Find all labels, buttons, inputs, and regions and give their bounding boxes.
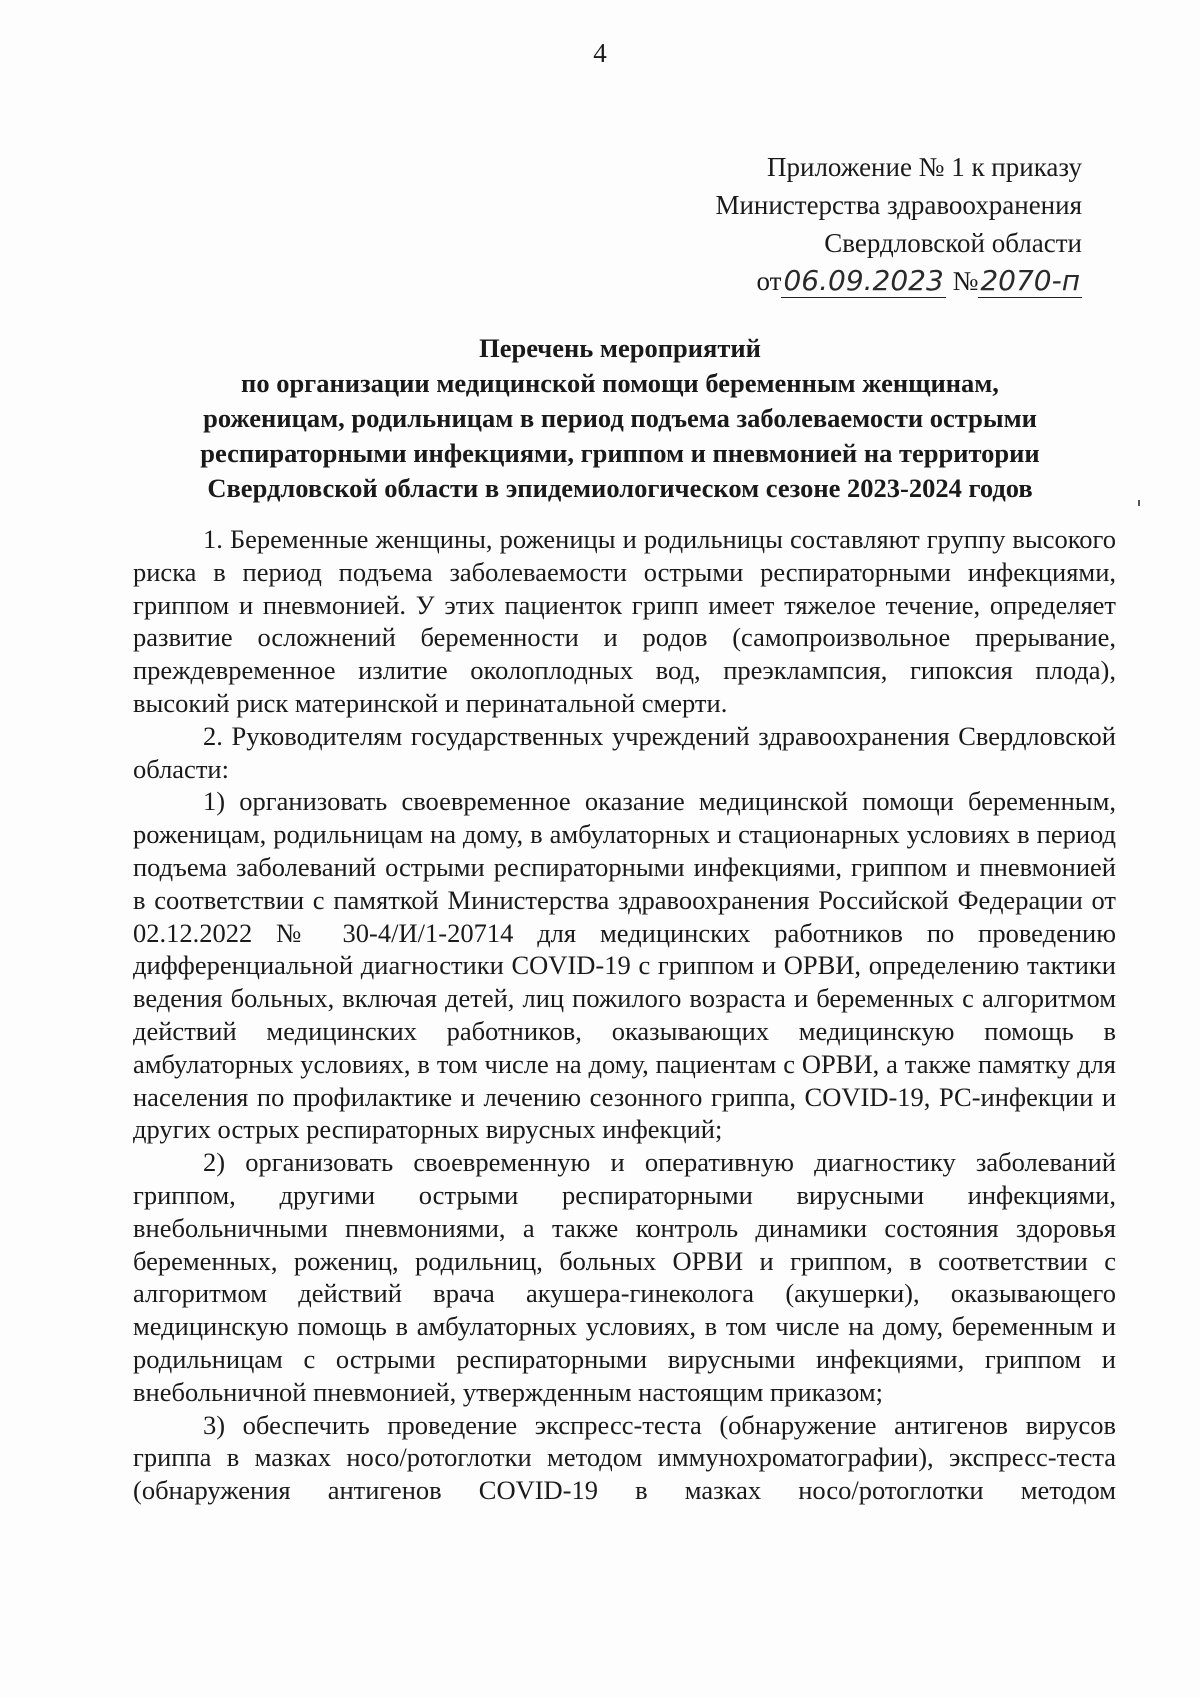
title-line-1: Перечень мероприятий — [479, 333, 761, 363]
paragraph-3: 1) организовать своевременное оказание медицинской помощи беременным, роженицам, родильницам на дому, в амбулаторных и стационарных условиях в период подъема заболеваний острыми респираторными инфекциями, гриппом и пневмонией в соответствии с памяткой Министерства здравоохранения Российской Федерации от 02.12.2022 № 30-4/И/1-20714 для медицинских работников по проведению дифференциальной диагностики COVID-19 с гриппом и ОРВИ, определению тактики ведения больных, включая детей, лиц пожилого возраста и беременных с алгоритмом действий медицинских работников, оказывающих медицинскую помощь в амбулаторных условиях, в том числе на дому, пациентам с ОРВИ, а также памятку для населения по профилактике и лечению сезонного гриппа, COVID-19, РС-инфекции и других острых респираторных вирусных инфекций; — [133, 786, 1116, 1145]
title-line-4: респираторными инфекциями, гриппом и пневмонией на территории — [200, 438, 1040, 468]
paragraph-4: 2) организовать своевременную и оперативную диагностику заболеваний гриппом, другими острыми респираторными вирусными инфекциями, внебольничными пневмониями, а также контроль динамики состояния здоровья беременных, рожениц, родильниц, больных ОРВИ и гриппом, в соответствии с алгоритмом действий врача акушера-гинеколога (акушерки), оказывающего медицинскую помощь в амбулаторных условиях, в том числе на дому, беременным и родильницам с острыми респираторными вирусными инфекциями, гриппом и внебольничной пневмонией, утвержденным настоящим приказом; — [133, 1147, 1116, 1407]
document-title — [150, 331, 1090, 506]
title-line-3: роженицам, родильницам в период подъема заболеваемости острыми — [203, 403, 1037, 433]
annex-line-1: Приложение № 1 к приказу — [767, 152, 1082, 182]
document-body — [133, 523, 1116, 1507]
paragraph-5: 3) обеспечить проведение экспресс-теста (обнаружение антигенов вирусов гриппа в мазках носо/ротоглотки методом иммунохроматографии), экспресс-теста (обнаружения антигенов COVID-19 в мазках носо/ротоглотки методом — [133, 1409, 1116, 1506]
paragraph-2: 2. Руководителям государственных учреждений здравоохранения Свердловской области: — [133, 720, 1116, 784]
annex-header — [715, 148, 1082, 300]
order-from-prefix: от — [756, 266, 782, 296]
order-reference — [715, 262, 1082, 300]
annex-line-3: Свердловской области — [824, 228, 1082, 258]
scan-speck — [1138, 500, 1140, 506]
order-number-prefix: № — [952, 266, 979, 296]
paragraph-1: 1. Беременные женщины, роженицы и родильницы составляют группу высокого риска в период подъема заболеваемости острыми респираторными инфекциями, гриппом и пневмонией. У этих пациенток грипп имеет тяжелое течение, определяет развитие осложнений беременности и родов (самопроизвольное прерывание, преждевременное излитие околоплодных вод, преэклампсия, гипоксия плода), высокий риск материнской и перинатальной смерти. — [133, 524, 1116, 718]
title-line-5: Свердловской области в эпидемиологическом сезоне 2023-2024 годов — [207, 473, 1033, 503]
order-date: 06.09.2023 — [783, 264, 944, 297]
title-line-2: по организации медицинской помощи беременным женщинам, — [241, 368, 999, 398]
order-number: 2070-п — [980, 264, 1080, 297]
page-number: 4 — [593, 38, 607, 68]
annex-line-2: Министерства здравоохранения — [715, 190, 1082, 220]
